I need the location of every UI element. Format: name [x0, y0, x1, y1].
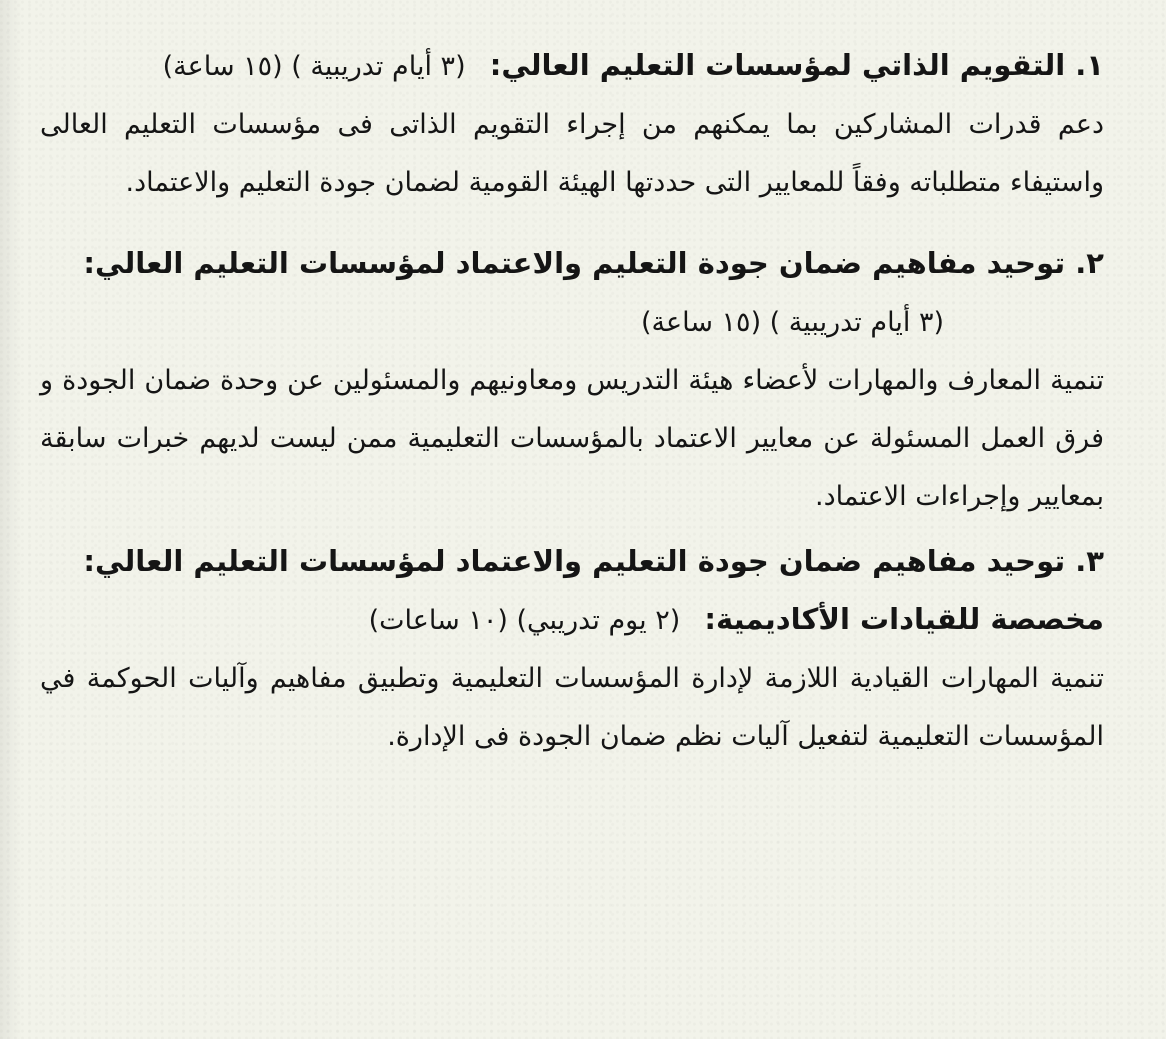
section-1-duration: (٣ أيام تدريبية ) (١٥ ساعة): [162, 51, 466, 82]
section-3-number: ٣.: [1075, 544, 1104, 578]
section-1-body: دعم قدرات المشاركين بما يمكنهم من إجراء التقويم الذاتى فى مؤسسات التعليم العالى واستيفاء متطلباته وفقاً للمعايير التى حددتها الهيئة القومية لضمان جودة التعليم والاعتماد.: [40, 109, 1104, 198]
section-2-body: تنمية المعارف والمهارات لأعضاء هيئة التدريس ومعاونيهم والمسئولين عن وحدة ضمان الجودة و فرق العمل المسئولة عن معايير الاعتماد بالمؤسسات التعليمية ممن ليست لديهم خبرات سابقة بمعايير وإجراءات الاعتماد.: [40, 365, 1104, 512]
section-3: [40, 532, 1104, 766]
section-3-subtitle: مخصصة للقيادات الأكاديمية:: [704, 602, 1104, 636]
document-body: [40, 36, 1104, 766]
section-3-title: توحيد مفاهيم ضمان جودة التعليم والاعتماد لمؤسسات التعليم العالي:: [83, 544, 1066, 578]
section-1-heading: [40, 36, 1104, 96]
spacer: [40, 212, 1104, 234]
section-2-number: ٢.: [1075, 246, 1104, 280]
section-2-heading: [40, 234, 1104, 352]
section-3-body: تنمية المهارات القيادية اللازمة لإدارة المؤسسات التعليمية وتطبيق مفاهيم وآليات الحوكمة في المؤسسات التعليمية لتفعيل آليات نظم ضمان الجودة فى الإدارة.: [40, 663, 1104, 752]
section-3-heading: [40, 532, 1104, 650]
section-2-title: توحيد مفاهيم ضمان جودة التعليم والاعتماد لمؤسسات التعليم العالي:: [83, 246, 1066, 280]
section-2: [40, 234, 1104, 526]
section-1-number: ١.: [1075, 48, 1104, 82]
section-1-title: التقويم الذاتي لمؤسسات التعليم العالي:: [489, 48, 1066, 82]
section-1: [40, 36, 1104, 212]
section-2-duration: (٣ أيام تدريبية ) (١٥ ساعة): [640, 307, 944, 338]
section-3-duration: (٢ يوم تدريبي) (١٠ ساعات): [368, 605, 681, 636]
